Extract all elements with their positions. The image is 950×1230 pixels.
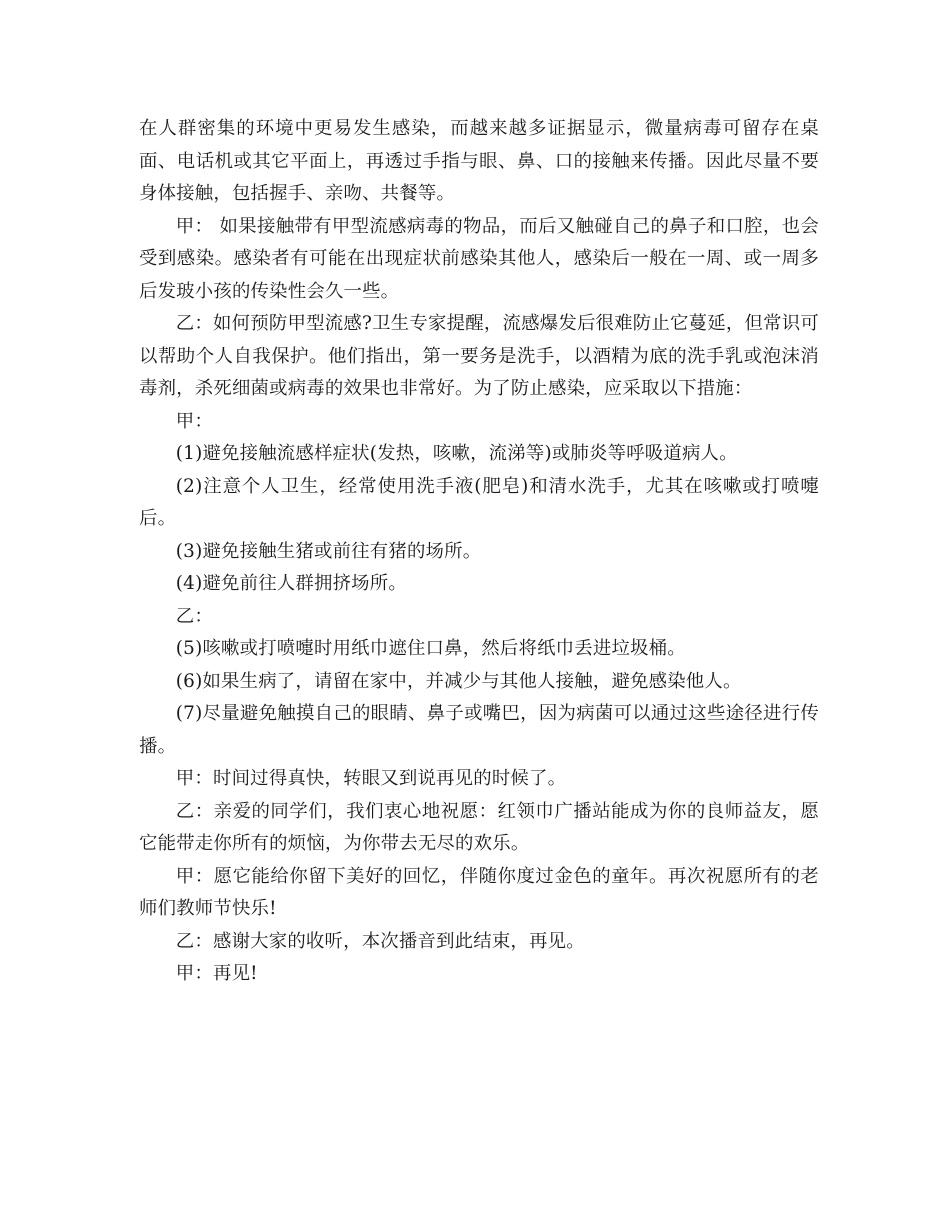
- speaker-label: 甲：: [175, 410, 213, 432]
- paragraph: 乙：感谢大家的收听，本次播音到此结束，再见。: [175, 930, 585, 952]
- paragraph: 甲： 如果接触带有甲型流感病毒的物品，而后又触碰自己的鼻子和口腔，也会受到感染。感染者有可能在出现症状前感染其他人，感染后一般在一周、或一周多后发玻小孩的传染性会久一些。: [139, 215, 819, 302]
- list-item: (5)咳嗽或打喷嚏时用纸巾遮住口鼻，然后将纸巾丢进垃圾桶。: [175, 638, 686, 659]
- document-body: [139, 113, 819, 991]
- list-item: (6)如果生病了，请留在家中，并减少与其他人接触，避免感染他人。: [175, 670, 742, 692]
- paragraph: 乙：亲爱的同学们，我们衷心地祝愿：红领巾广播站能成为你的良师益友，愿它能带走你所有的烦恼，为你带去无尽的欢乐。: [139, 800, 819, 854]
- paragraph: 甲：时间过得真快，转眼又到说再见的时候了。: [175, 768, 567, 789]
- paragraph: 乙：如何预防甲型流感?卫生专家提醒，流感爆发后很难防止它蔓延，但常识可以帮助个人自我保护。他们指出，第一要务是洗手，以酒精为底的洗手乳或泡沫消毒剂，杀死细菌或病毒的效果也非常好。为了防止感染，应采取以下措施：: [139, 313, 819, 399]
- list-item: (4)避免前往人群拥挤场所。: [175, 573, 407, 594]
- list-item: (7)尽量避免触摸自己的眼睛、鼻子或嘴巴，因为病菌可以通过这些途径进行传播。: [139, 703, 819, 757]
- list-item: (1)避免接触流感样症状(发热，咳嗽，流涕等)或肺炎等呼吸道病人。: [175, 443, 738, 464]
- paragraph: 在人群密集的环境中更易发生感染，而越来越多证据显示，微量病毒可留存在桌面、电话机或其它平面上，再透过手指与眼、鼻、口的接触来传播。因此尽量不要身体接触，包括握手、亲吻、共餐等。: [139, 118, 819, 204]
- list-item: (3)避免接触生猪或前往有猪的场所。: [175, 540, 482, 562]
- paragraph: 甲：愿它能给你留下美好的回忆，伴随你度过金色的童年。再次祝愿所有的老师们教师节快乐!: [139, 865, 819, 919]
- speaker-label: 乙：: [175, 605, 213, 627]
- paragraph: 甲：再见!: [175, 963, 258, 984]
- list-item: (2)注意个人卫生，经常使用洗手液(肥皂)和清水洗手，尤其在咳嗽或打喷嚏后。: [139, 475, 819, 529]
